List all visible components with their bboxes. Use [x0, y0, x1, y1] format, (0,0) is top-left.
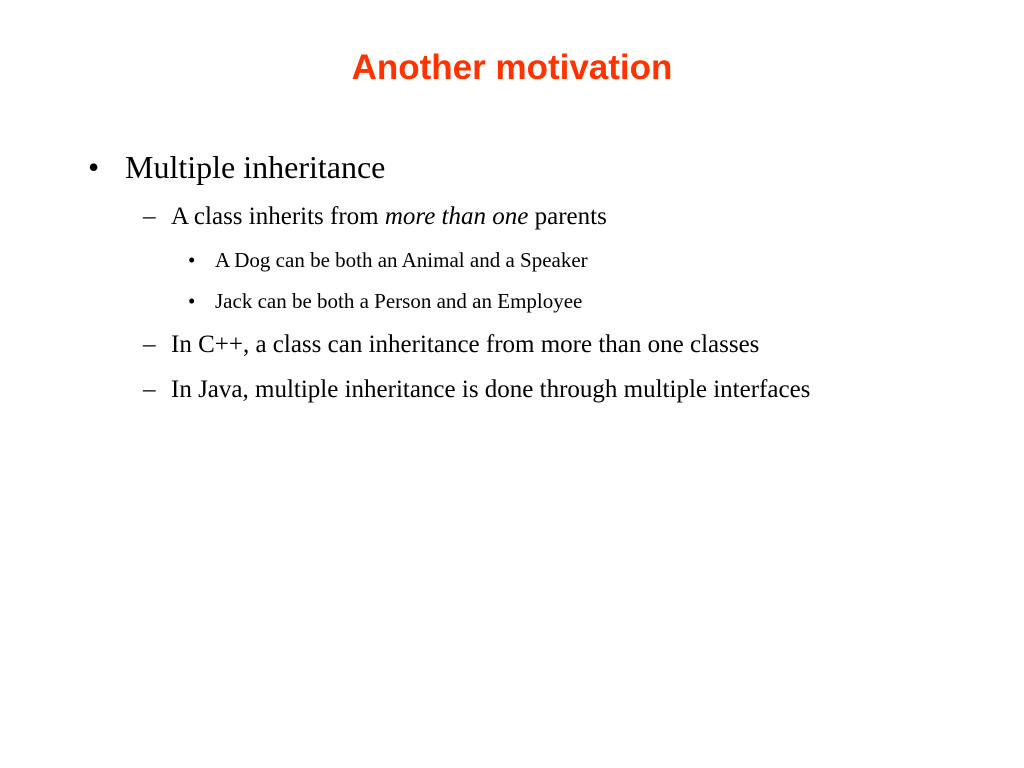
bullet-text: In C++, a class can inheritance from more than one classes	[171, 331, 760, 358]
bullet-level2	[143, 199, 607, 235]
bullet-level3	[188, 247, 588, 273]
bullet-text: A Dog can be both an Animal and a Speaker	[215, 248, 588, 272]
bullet-text	[171, 199, 607, 235]
bullet-text: In Java, multiple inheritance is done through multiple interfaces	[171, 376, 811, 403]
dash-marker: –	[143, 203, 156, 230]
dash-marker: –	[143, 376, 156, 403]
bullet-level2	[143, 372, 863, 408]
bullet-marker: •	[188, 248, 196, 272]
bullet-text: Jack can be both a Person and an Employee	[215, 289, 583, 313]
bullet-marker: •	[188, 289, 196, 313]
slide-title: Another motivation	[351, 48, 673, 87]
bullet-level1	[88, 148, 385, 186]
text-post: parents	[528, 203, 607, 230]
text-emphasis: more than one	[384, 203, 529, 230]
bullet-level3	[188, 288, 582, 314]
bullet-marker: •	[88, 149, 100, 185]
text-pre: A class inherits from	[171, 203, 385, 230]
bullet-text: Multiple inheritance	[125, 149, 386, 185]
bullet-level2	[143, 327, 759, 363]
dash-marker: –	[143, 331, 156, 358]
